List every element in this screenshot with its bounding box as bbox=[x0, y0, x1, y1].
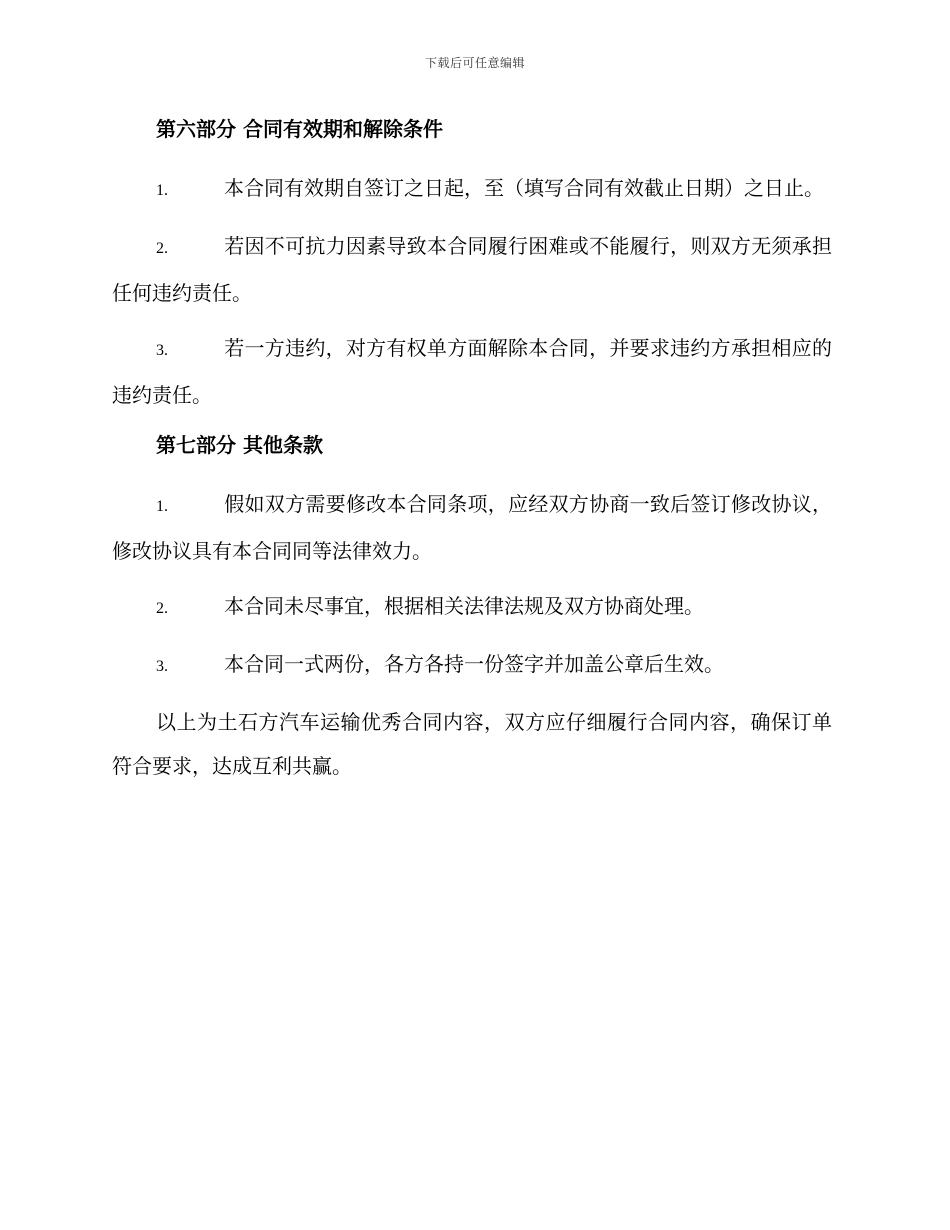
section-title: 第七部分 其他条款 bbox=[156, 433, 323, 457]
clause-number: 2. bbox=[156, 240, 168, 257]
clause-item bbox=[112, 642, 832, 689]
clause-item bbox=[112, 224, 832, 315]
document-body bbox=[112, 112, 832, 788]
clause-number: 3. bbox=[156, 342, 168, 359]
clause-item bbox=[112, 166, 832, 213]
clause-text: 假如双方需要修改本合同条项，应经双方协商一致后签订修改协议，修改协议具有本合同同等法律效力。 bbox=[112, 492, 832, 563]
clause-item bbox=[112, 584, 832, 631]
clause-number: 1. bbox=[156, 182, 168, 199]
clause-number: 1. bbox=[156, 498, 168, 515]
closing-paragraph: 以上为土石方汽车运输优秀合同内容，双方应仔细履行合同内容，确保订单符合要求，达成互利共赢。 bbox=[112, 710, 832, 778]
clause-text: 本合同一式两份，各方各持一份签字并加盖公章后生效。 bbox=[224, 652, 724, 676]
clause-text: 本合同未尽事宜，根据相关法律法规及双方协商处理。 bbox=[224, 594, 704, 618]
clause-number: 3. bbox=[156, 658, 168, 675]
clause-item bbox=[112, 482, 832, 573]
clause-text: 若因不可抗力因素导致本合同履行困难或不能履行，则双方无须承担任何违约责任。 bbox=[112, 234, 832, 305]
section-title: 第六部分 合同有效期和解除条件 bbox=[156, 117, 443, 141]
clause-text: 本合同有效期自签订之日起，至（填写合同有效截止日期）之日止。 bbox=[224, 176, 824, 200]
page-header: 下载后可任意编辑 bbox=[424, 56, 525, 70]
section-6 bbox=[112, 112, 832, 417]
clause-item bbox=[112, 326, 832, 417]
clause-number: 2. bbox=[156, 600, 168, 617]
clause-text: 若一方违约，对方有权单方面解除本合同，并要求违约方承担相应的违约责任。 bbox=[112, 336, 832, 407]
section-7 bbox=[112, 428, 832, 689]
